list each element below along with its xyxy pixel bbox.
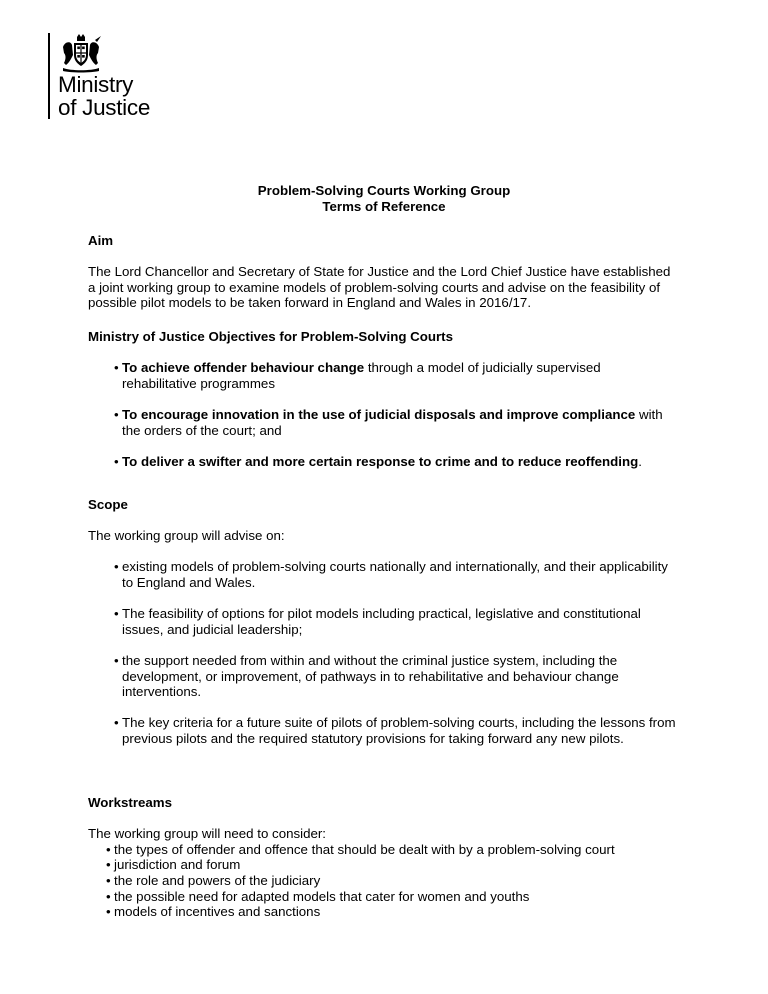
list-item: • the support needed from within and without the criminal justice system, including the development, or improvement, of pathways in to rehabilitative and behaviour change interventions. [88, 653, 678, 700]
scope-heading: Scope [88, 497, 128, 512]
list-item: • jurisdiction and forum [80, 857, 678, 873]
document-title [0, 183, 768, 214]
list-item: • the role and powers of the judiciary [80, 873, 678, 889]
scope-section [88, 497, 678, 747]
objective-text: with the orders of the court; and [122, 406, 663, 438]
workstreams-section [88, 795, 678, 920]
list-item: • the types of offender and offence that should be dealt with by a problem-solving court [80, 842, 678, 858]
list-item: • models of incentives and sanctions [80, 904, 678, 920]
list-item: • the possible need for adapted models that cater for women and youths [80, 889, 678, 905]
scope-list [88, 559, 678, 746]
logo-divider-bar [48, 33, 50, 119]
objectives-heading: Ministry of Justice Objectives for Problem-Solving Courts [88, 329, 453, 344]
list-item [88, 407, 678, 438]
workstreams-list [80, 842, 678, 920]
objective-bold: To encourage innovation in the use of judicial disposals and improve compliance [122, 406, 636, 422]
objectives-list [88, 360, 678, 469]
logo-line-2: of Justice [58, 95, 151, 120]
logo-line-1: Ministry [58, 72, 134, 97]
objective-bold: To achieve offender behaviour change [122, 360, 365, 376]
objective-text: . [638, 453, 642, 469]
royal-coat-of-arms-icon [59, 33, 103, 73]
aim-section [88, 233, 678, 311]
list-item: • The feasibility of options for pilot models including practical, legislative and constitutional issues, and judicial leadership; [88, 606, 678, 637]
list-item [88, 360, 678, 391]
objective-text: through a model of judicially supervised rehabilitative programmes [122, 360, 601, 391]
title-line-1: Problem-Solving Courts Working Group [257, 183, 511, 198]
title-line-2: Terms of Reference [322, 198, 446, 214]
objectives-section [88, 329, 678, 469]
workstreams-intro: The working group will need to consider: [88, 826, 326, 842]
logo-wordmark [58, 73, 150, 119]
aim-heading: Aim [88, 233, 114, 248]
aim-text: The Lord Chancellor and Secretary of State for Justice and the Lord Chief Justice have established a joint working group to examine models of problem-solving courts and advise on the feasibility of possible pilot models to be taken forward in England and Wales in 2016/17. [88, 264, 671, 311]
list-item: • existing models of problem-solving courts nationally and internationally, and their applicability to England and Wales. [88, 559, 678, 590]
objective-bold: To deliver a swifter and more certain response to crime and to reduce reoffending [122, 453, 639, 469]
list-item [88, 454, 678, 470]
scope-intro: The working group will advise on: [88, 528, 285, 544]
workstreams-heading: Workstreams [88, 795, 173, 810]
list-item: • The key criteria for a future suite of pilots of problem-solving courts, including the lessons from previous pilots and the required statutory provisions for taking forward any new pilots. [88, 715, 678, 746]
